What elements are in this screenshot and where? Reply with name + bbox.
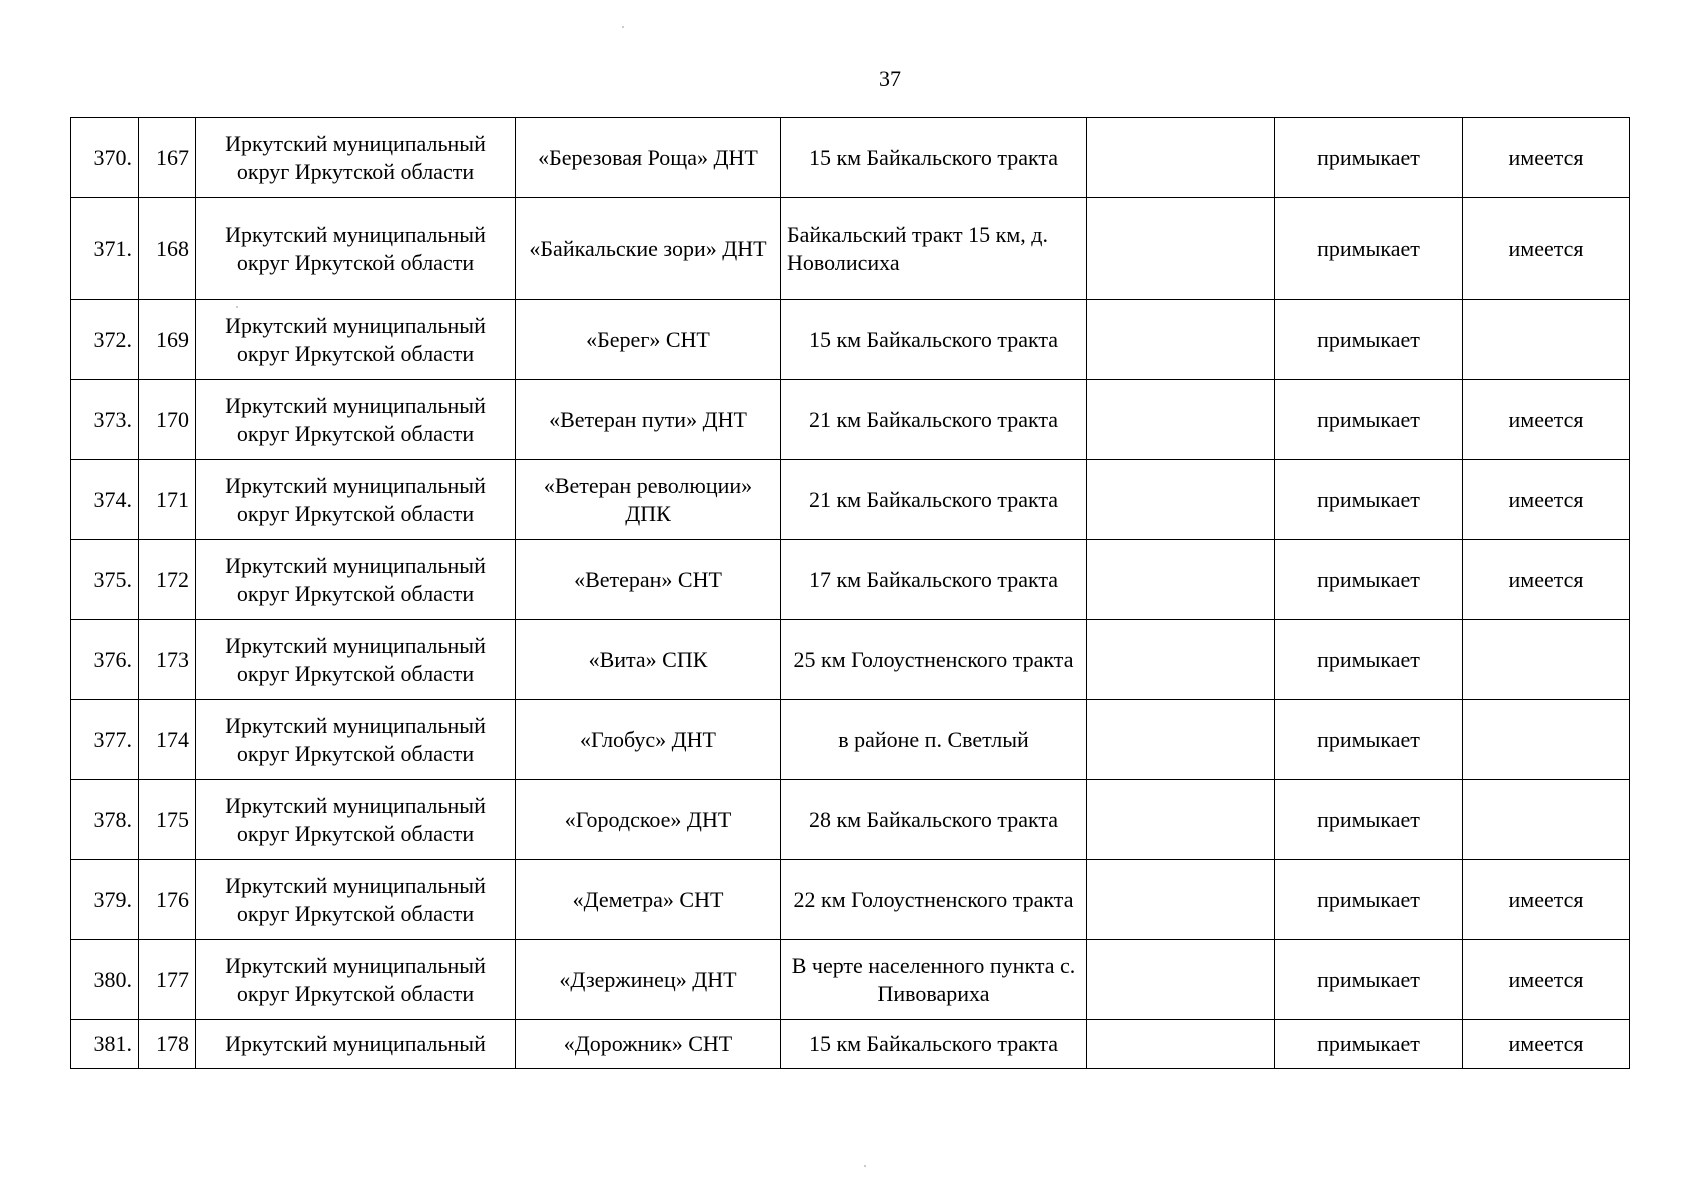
sub-number: 169: [139, 300, 196, 380]
municipality: Иркутский муниципальный округ Иркутской области: [196, 540, 516, 620]
page-number: 37: [879, 66, 901, 91]
adjacency: примыкает: [1275, 620, 1463, 700]
table-row: [71, 540, 1630, 620]
availability: [1463, 300, 1630, 380]
adjacency: примыкает: [1275, 700, 1463, 780]
table-body: [71, 118, 1630, 1069]
sub-number: 173: [139, 620, 196, 700]
location: 15 км Байкальского тракта: [781, 118, 1087, 198]
municipality: Иркутский муниципальный округ Иркутской области: [196, 700, 516, 780]
municipality: Иркутский муниципальный: [196, 1020, 516, 1069]
adjacency: примыкает: [1275, 198, 1463, 300]
table-row: [71, 780, 1630, 860]
table-row: [71, 380, 1630, 460]
scan-speck: [622, 26, 624, 28]
sub-number: 167: [139, 118, 196, 198]
sub-number: 177: [139, 940, 196, 1020]
table-row: [71, 940, 1630, 1020]
organization-name: «Дорожник» СНТ: [516, 1020, 781, 1069]
availability: имеется: [1463, 118, 1630, 198]
row-number: 370.: [71, 118, 139, 198]
municipality: Иркутский муниципальный округ Иркутской области: [196, 460, 516, 540]
row-number: 376.: [71, 620, 139, 700]
empty-cell: [1087, 860, 1275, 940]
organization-name: «Вита» СПК: [516, 620, 781, 700]
sub-number: 178: [139, 1020, 196, 1069]
location: В черте населенного пункта с. Пивовариха: [781, 940, 1087, 1020]
availability: имеется: [1463, 860, 1630, 940]
table-row: [71, 300, 1630, 380]
adjacency: примыкает: [1275, 300, 1463, 380]
location: 17 км Байкальского тракта: [781, 540, 1087, 620]
table-row: [71, 460, 1630, 540]
adjacency: примыкает: [1275, 380, 1463, 460]
availability: имеется: [1463, 198, 1630, 300]
row-number: 379.: [71, 860, 139, 940]
availability: [1463, 620, 1630, 700]
table-row: [71, 620, 1630, 700]
empty-cell: [1087, 700, 1275, 780]
organization-name: «Городское» ДНТ: [516, 780, 781, 860]
organization-name: «Ветеран революции» ДПК: [516, 460, 781, 540]
empty-cell: [1087, 780, 1275, 860]
empty-cell: [1087, 460, 1275, 540]
table-row: [71, 198, 1630, 300]
sub-number: 170: [139, 380, 196, 460]
municipality: Иркутский муниципальный округ Иркутской области: [196, 300, 516, 380]
empty-cell: [1087, 1020, 1275, 1069]
table-row: [71, 1020, 1630, 1069]
empty-cell: [1087, 540, 1275, 620]
municipality: Иркутский муниципальный округ Иркутской области: [196, 380, 516, 460]
location: 22 км Голоустненского тракта: [781, 860, 1087, 940]
municipality: Иркутский муниципальный округ Иркутской области: [196, 860, 516, 940]
empty-cell: [1087, 300, 1275, 380]
municipality: Иркутский муниципальный округ Иркутской области: [196, 620, 516, 700]
municipality: Иркутский муниципальный округ Иркутской области: [196, 780, 516, 860]
availability: имеется: [1463, 540, 1630, 620]
organization-name: «Дзержинец» ДНТ: [516, 940, 781, 1020]
location: 21 км Байкальского тракта: [781, 380, 1087, 460]
organization-name: «Березовая Роща» ДНТ: [516, 118, 781, 198]
sub-number: 172: [139, 540, 196, 620]
table-row: [71, 860, 1630, 940]
organization-name: «Ветеран пути» ДНТ: [516, 380, 781, 460]
empty-cell: [1087, 198, 1275, 300]
row-number: 378.: [71, 780, 139, 860]
row-number: 374.: [71, 460, 139, 540]
row-number: 380.: [71, 940, 139, 1020]
availability: имеется: [1463, 460, 1630, 540]
adjacency: примыкает: [1275, 780, 1463, 860]
row-number: 381.: [71, 1020, 139, 1069]
organization-name: «Глобус» ДНТ: [516, 700, 781, 780]
adjacency: примыкает: [1275, 1020, 1463, 1069]
organization-name: «Байкальские зори» ДНТ: [516, 198, 781, 300]
municipality: Иркутский муниципальный округ Иркутской области: [196, 118, 516, 198]
location: 15 км Байкальского тракта: [781, 1020, 1087, 1069]
empty-cell: [1087, 620, 1275, 700]
location: Байкальский тракт 15 км, д. Новолисиха: [781, 198, 1087, 300]
table-row: [71, 700, 1630, 780]
adjacency: примыкает: [1275, 540, 1463, 620]
sub-number: 175: [139, 780, 196, 860]
row-number: 375.: [71, 540, 139, 620]
scan-speck: [864, 1165, 866, 1167]
location: в районе п. Светлый: [781, 700, 1087, 780]
row-number: 371.: [71, 198, 139, 300]
availability: имеется: [1463, 940, 1630, 1020]
organization-name: «Ветеран» СНТ: [516, 540, 781, 620]
municipality: Иркутский муниципальный округ Иркутской области: [196, 940, 516, 1020]
register-table: [70, 117, 1630, 1069]
organization-name: «Деметра» СНТ: [516, 860, 781, 940]
availability: [1463, 700, 1630, 780]
organization-name: «Берег» СНТ: [516, 300, 781, 380]
adjacency: примыкает: [1275, 118, 1463, 198]
availability: имеется: [1463, 1020, 1630, 1069]
availability: [1463, 780, 1630, 860]
location: 15 км Байкальского тракта: [781, 300, 1087, 380]
empty-cell: [1087, 118, 1275, 198]
adjacency: примыкает: [1275, 460, 1463, 540]
availability: имеется: [1463, 380, 1630, 460]
empty-cell: [1087, 940, 1275, 1020]
empty-cell: [1087, 380, 1275, 460]
location: 28 км Байкальского тракта: [781, 780, 1087, 860]
sub-number: 176: [139, 860, 196, 940]
municipality: Иркутский муниципальный округ Иркутской области: [196, 198, 516, 300]
row-number: 373.: [71, 380, 139, 460]
sub-number: 171: [139, 460, 196, 540]
row-number: 377.: [71, 700, 139, 780]
adjacency: примыкает: [1275, 860, 1463, 940]
row-number: 372.: [71, 300, 139, 380]
sub-number: 168: [139, 198, 196, 300]
adjacency: примыкает: [1275, 940, 1463, 1020]
location: 25 км Голоустненского тракта: [781, 620, 1087, 700]
table-row: [71, 118, 1630, 198]
location: 21 км Байкальского тракта: [781, 460, 1087, 540]
sub-number: 174: [139, 700, 196, 780]
